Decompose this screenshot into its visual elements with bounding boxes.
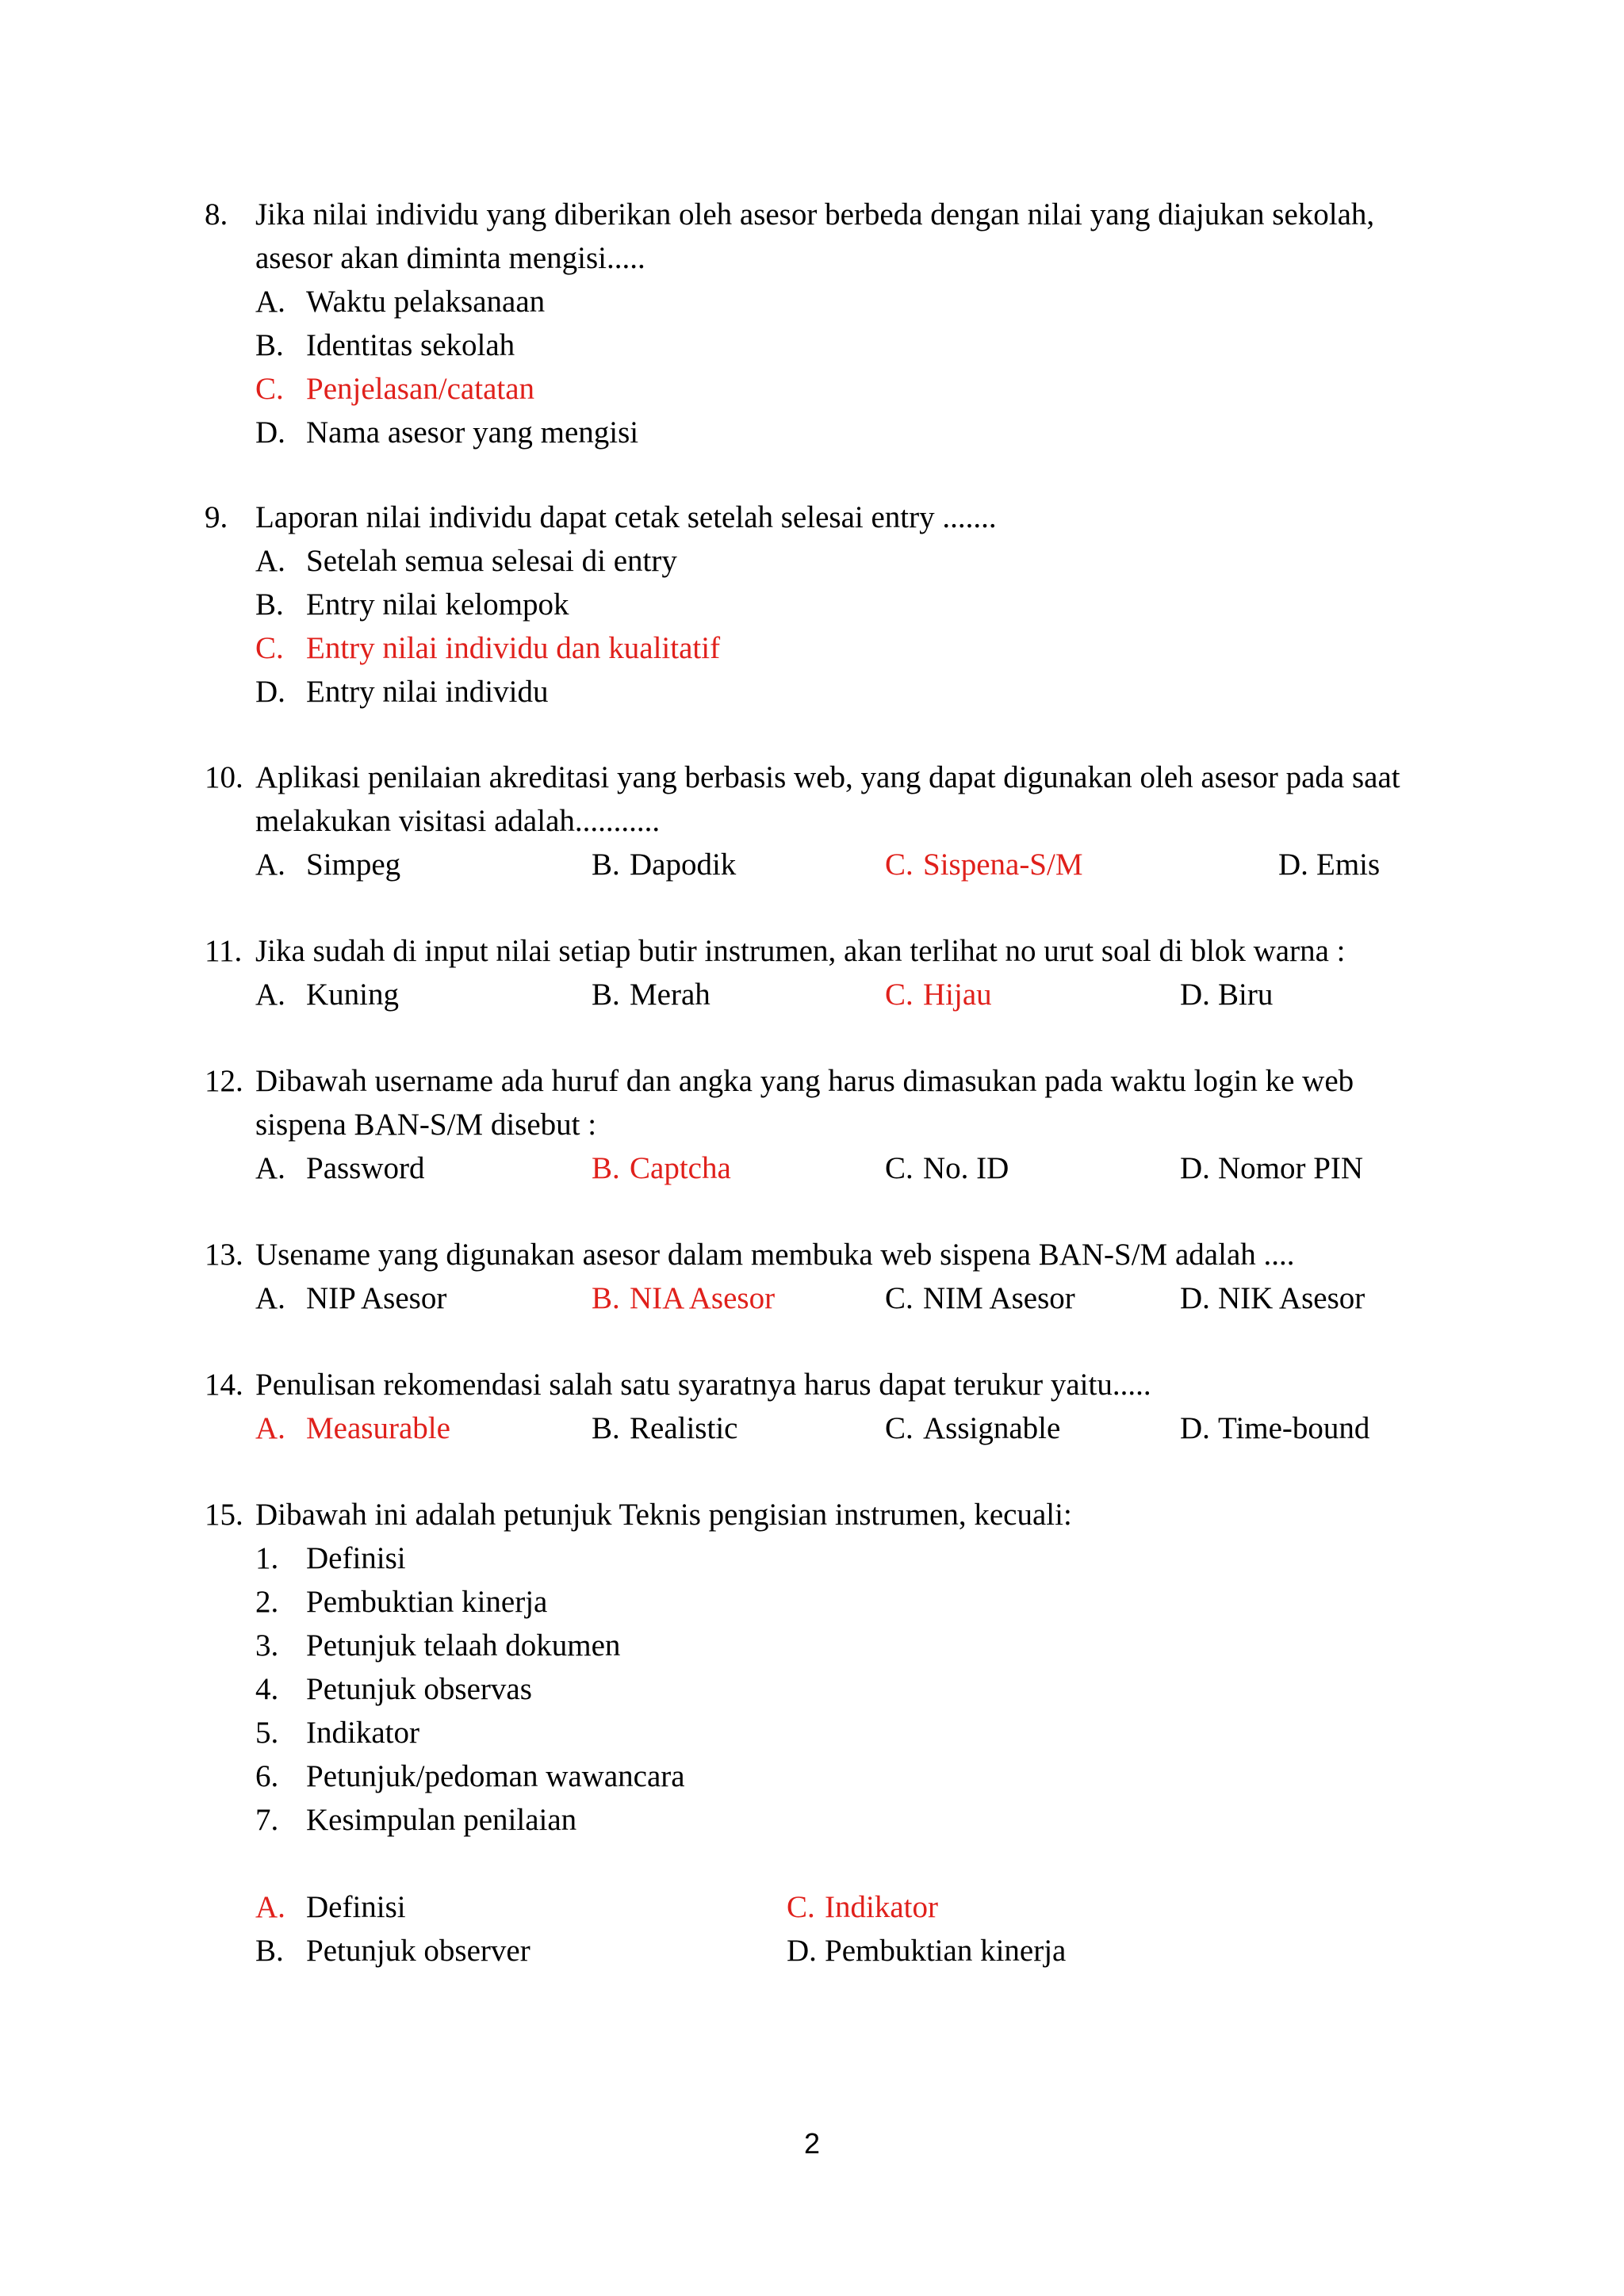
question-stem: Laporan nilai individu dapat cetak setelah selesai entry ....... xyxy=(255,500,997,534)
list-item: 2. Pembuktian kinerja xyxy=(255,1585,548,1619)
question-stem: Dibawah ini adalah petunjuk Teknis pengisian instrumen, kecuali: xyxy=(255,1498,1072,1532)
options-row xyxy=(255,1929,1442,1973)
option-b: B. Realistic xyxy=(592,1411,738,1445)
option-d: D. NIK Asesor xyxy=(1180,1281,1365,1315)
option-b: B. Entry nilai kelompok xyxy=(255,587,569,622)
question-12 xyxy=(205,1059,1442,1190)
question-number: 9. xyxy=(205,500,228,534)
option-d: D. Time-bound xyxy=(1180,1411,1370,1445)
question-number: 14. xyxy=(205,1368,243,1402)
option-b: B. Petunjuk observer xyxy=(255,1934,530,1968)
option-a: A. Setelah semua selesai di entry xyxy=(255,544,677,578)
options-row xyxy=(255,1885,1442,1929)
question-stem: Jika sudah di input nilai setiap butir instrumen, akan terlihat no urut soal di blok warna : xyxy=(255,934,1346,968)
question-number: 11. xyxy=(205,934,243,968)
option-a: A. Password xyxy=(255,1151,425,1185)
option-c-correct: C. Indikator xyxy=(787,1890,938,1924)
option-c: C. NIM Asesor xyxy=(885,1281,1075,1315)
options-row xyxy=(255,1276,1442,1320)
question-stem: Dibawah username ada huruf dan angka yang harus dimasukan pada waktu login ke web sispena BAN-S/M disebut : xyxy=(255,1064,1354,1142)
option-d: D. Entry nilai individu xyxy=(255,675,549,709)
option-c-correct: C. Entry nilai individu dan kualitatif xyxy=(255,631,721,665)
question-14 xyxy=(205,1363,1442,1450)
option-d: D. Emis xyxy=(1278,848,1381,882)
option-c-correct: C. Penjelasan/catatan xyxy=(255,372,535,406)
question-stem: Jika nilai individu yang diberikan oleh asesor berbeda dengan nilai yang diajukan sekolah, asesor akan diminta mengisi..... xyxy=(255,197,1375,275)
list-item: 5. Indikator xyxy=(255,1716,419,1750)
question-15 xyxy=(205,1493,1442,1973)
option-c: C. No. ID xyxy=(885,1151,1009,1185)
option-a: A. Simpeg xyxy=(255,848,401,882)
question-stem: Penulisan rekomendasi salah satu syaratnya harus dapat terukur yaitu..... xyxy=(255,1368,1151,1402)
option-a-correct-letter: A. Definisi xyxy=(255,1890,406,1924)
list-item: 6. Petunjuk/pedoman wawancara xyxy=(255,1759,685,1793)
option-b: B. Identitas sekolah xyxy=(255,328,515,362)
question-11 xyxy=(205,929,1442,1016)
list-item: 4. Petunjuk observas xyxy=(255,1672,532,1706)
options-row xyxy=(255,1146,1442,1190)
option-c: C. Assignable xyxy=(885,1411,1061,1445)
question-number: 8. xyxy=(205,197,228,232)
option-a: A. NIP Asesor xyxy=(255,1281,447,1315)
option-a-correct: A. Measurable xyxy=(255,1411,450,1445)
list-item: 7. Kesimpulan penilaian xyxy=(255,1803,577,1837)
question-9 xyxy=(205,496,1442,714)
question-13 xyxy=(205,1233,1442,1320)
options-row xyxy=(255,843,1442,886)
question-number: 12. xyxy=(205,1064,243,1098)
options-row xyxy=(255,1406,1442,1450)
list-item: 1. Definisi xyxy=(255,1541,406,1575)
option-b: B. Dapodik xyxy=(592,848,737,882)
option-d: D. Nama asesor yang mengisi xyxy=(255,415,639,450)
option-b: B. Merah xyxy=(592,978,710,1012)
option-d: D. Nomor PIN xyxy=(1180,1151,1364,1185)
item-list xyxy=(255,1536,1442,1842)
option-d: D. Biru xyxy=(1180,978,1274,1012)
question-stem: Usename yang digunakan asesor dalam membuka web sispena BAN-S/M adalah .... xyxy=(255,1238,1295,1272)
question-number: 13. xyxy=(205,1238,243,1272)
page-number: 2 xyxy=(803,2127,821,2160)
option-a: A. Kuning xyxy=(255,978,399,1012)
option-a: A. Waktu pelaksanaan xyxy=(255,285,546,319)
question-10 xyxy=(205,756,1442,886)
option-c-correct: C. Hijau xyxy=(885,978,992,1012)
question-8 xyxy=(205,193,1442,454)
question-number: 15. xyxy=(205,1498,243,1532)
option-b-correct: B. NIA Asesor xyxy=(592,1281,776,1315)
list-item: 3. Petunjuk telaah dokumen xyxy=(255,1628,621,1663)
question-number: 10. xyxy=(205,760,243,794)
options-row xyxy=(255,973,1442,1016)
question-stem: Aplikasi penilaian akreditasi yang berbasis web, yang dapat digunakan oleh asesor pada saat melakukan visitasi adalah........... xyxy=(255,760,1400,838)
option-d: D. Pembuktian kinerja xyxy=(787,1934,1067,1968)
option-c-correct: C. Sispena-S/M xyxy=(885,848,1083,882)
option-b-correct: B. Captcha xyxy=(592,1151,731,1185)
